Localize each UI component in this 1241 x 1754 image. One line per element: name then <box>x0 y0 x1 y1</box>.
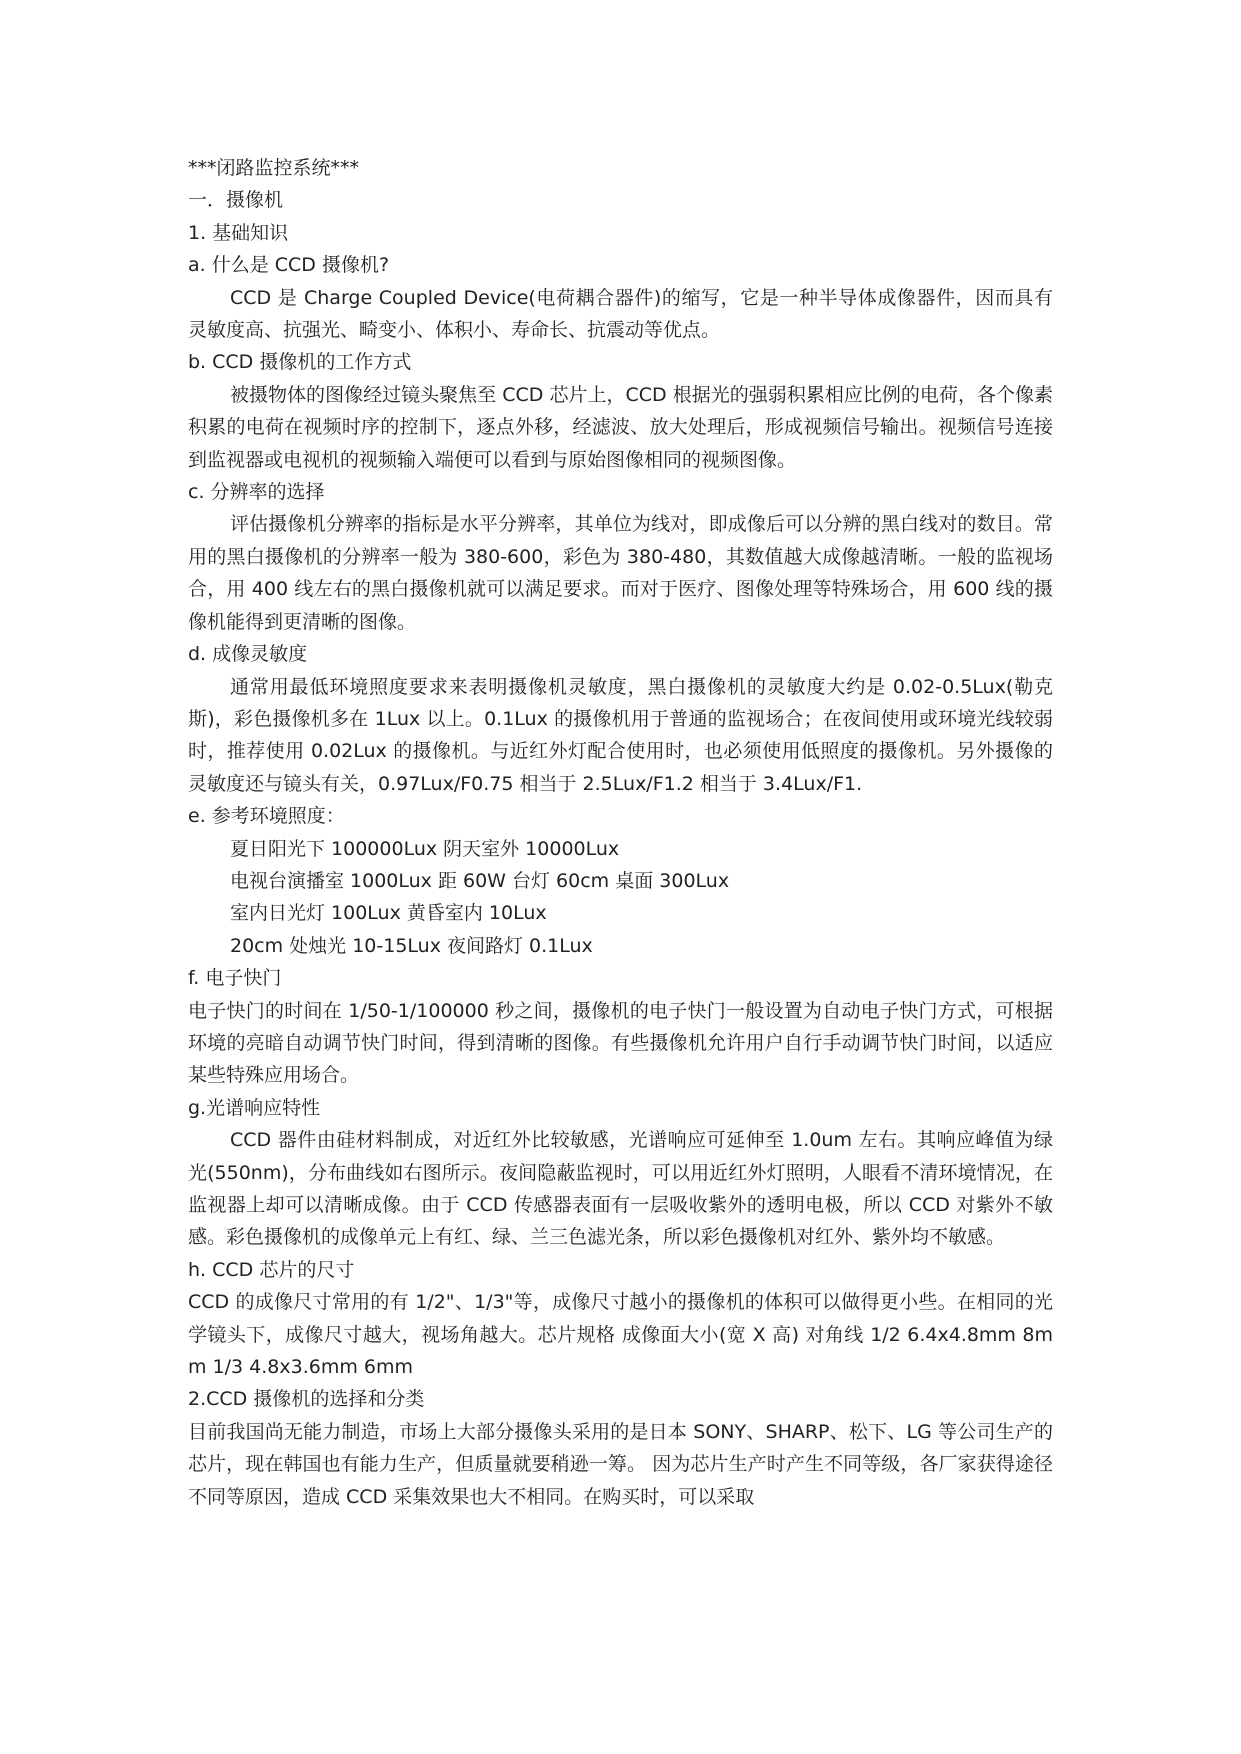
heading-shutter: f. 电子快门 <box>188 967 282 990</box>
paragraph-sensitivity: 通常用最低环境照度要求来表明摄像机灵敏度，黑白摄像机的灵敏度大约是 0.02-0.5Lux(勒克斯)，彩色摄像机多在 1Lux 以上。0.1Lux 的摄像机用于普通的监视场合；在夜间使用或环境光线较弱时，推荐使用 0.02Lux 的摄像机。与近红外灯配合使用时，也必须使用低照度的摄像机。另外摄像的灵敏度还与镜头有关，0.97Lux/F0.75 相当于 2.5Lux/F1.2 相当于 3.4Lux/F1. <box>188 675 1053 795</box>
illuminance-list <box>188 833 1053 963</box>
paragraph-working-mode: 被摄物体的图像经过镜头聚焦至 CCD 芯片上，CCD 根据光的强弱积累相应比例的电荷，各个像素积累的电荷在视频时序的控制下，逐点外移，经滤波、放大处理后，形成视频信号输出。视频信号连接到监视器或电视机的视频输入端便可以看到与原始图像相同的视频图像。 <box>188 383 1053 471</box>
paragraph-spectral-response: CCD 器件由硅材料制成，对近红外比较敏感，光谱响应可延伸至 1.0um 左右。其响应峰值为绿光(550nm)，分布曲线如右图所示。夜间隐蔽监视时，可以用近红外灯照明，人眼看不清环境情况，在监视器上却可以清晰成像。由于 CCD 传感器表面有一层吸收紫外的透明电极，所以 CCD 对紫外不敏感。彩色摄像机的成像单元上有红、绿、兰三色滤光条，所以彩色摄像机对红外、紫外均不敏感。 <box>188 1129 1053 1249</box>
section-heading-camera: 一．摄像机 <box>188 189 284 212</box>
heading-resolution: c. 分辨率的选择 <box>188 481 325 504</box>
illuminance-item: 夏日阳光下 100000Lux 阴天室外 10000Lux <box>230 837 620 860</box>
document-page <box>188 152 1053 1513</box>
subsection-heading-selection: 2.CCD 摄像机的选择和分类 <box>188 1388 425 1411</box>
heading-what-is-ccd: a. 什么是 CCD 摄像机? <box>188 254 390 277</box>
heading-illuminance: e. 参考环境照度： <box>188 805 345 828</box>
illuminance-item: 室内日光灯 100Lux 黄昏室内 10Lux <box>230 902 547 925</box>
heading-spectral-response: g.光谱响应特性 <box>188 1096 321 1119</box>
illuminance-item: 电视台演播室 1000Lux 距 60W 台灯 60cm 桌面 300Lux <box>230 869 730 892</box>
subsection-heading-basics: 1. 基础知识 <box>188 221 289 244</box>
document-title: ***闭路监控系统*** <box>188 157 360 179</box>
paragraph-what-is-ccd: CCD 是 Charge Coupled Device(电荷耦合器件)的缩写，它是一种半导体成像器件，因而具有灵敏度高、抗强光、畸变小、体积小、寿命长、抗震动等优点。 <box>188 286 1053 342</box>
paragraph-selection: 目前我国尚无能力制造，市场上大部分摄像头采用的是日本 SONY、SHARP、松下、LG 等公司生产的芯片，现在韩国也有能力生产，但质量就要稍逊一筹。 因为芯片生产时产生不同等级，各厂家获得途径不同等原因，造成 CCD 采集效果也大不相同。在购买时，可以采取 <box>188 1420 1053 1508</box>
illuminance-item: 20cm 处烛光 10-15Lux 夜间路灯 0.1Lux <box>230 934 593 957</box>
paragraph-resolution: 评估摄像机分辨率的指标是水平分辨率，其单位为线对，即成像后可以分辨的黑白线对的数目。常用的黑白摄像机的分辨率一般为 380-600，彩色为 380-480，其数值越大成像越清晰。一般的监视场合，用 400 线左右的黑白摄像机就可以满足要求。而对于医疗、图像处理等特殊场合，用 600 线的摄像机能得到更清晰的图像。 <box>188 513 1053 633</box>
paragraph-chip-size: CCD 的成像尺寸常用的有 1/2"、1/3"等，成像尺寸越小的摄像机的体积可以做得更小些。在相同的光学镜头下，成像尺寸越大，视场角越大。芯片规格 成像面大小(宽 X 高) 对角线 1/2 6.4x4.8mm 8mm 1/3 4.8x3.6mm 6mm <box>188 1291 1053 1379</box>
heading-chip-size: h. CCD 芯片的尺寸 <box>188 1258 355 1281</box>
paragraph-shutter: 电子快门的时间在 1/50-1/100000 秒之间，摄像机的电子快门一般设置为自动电子快门方式，可根据环境的亮暗自动调节快门时间，得到清晰的图像。有些摄像机允许用户自行手动调节快门时间，以适应某些特殊应用场合。 <box>188 999 1053 1087</box>
heading-sensitivity: d. 成像灵敏度 <box>188 643 308 666</box>
heading-working-mode: b. CCD 摄像机的工作方式 <box>188 351 412 374</box>
